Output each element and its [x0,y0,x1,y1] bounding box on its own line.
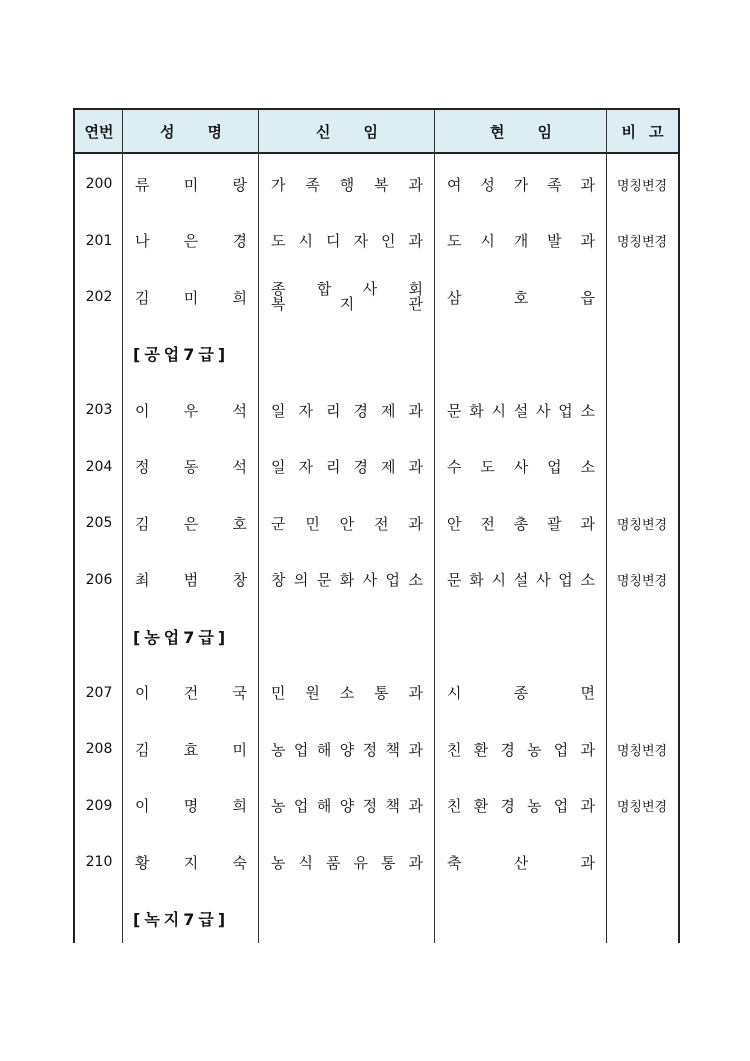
table-row [75,223,678,259]
person-name-cell [135,844,247,880]
table-row [75,449,678,485]
row-number: 208 [85,741,113,757]
person-name: 이 건 국 [135,684,247,702]
row-number: 209 [85,797,113,814]
section-label: [공업7급] [133,345,230,364]
current-post: 친 환 경 농 업 과 [447,740,595,759]
current-post-cell [447,505,595,541]
person-name-cell [135,449,247,485]
person-name-cell [135,279,247,315]
current-post-cell [447,449,595,485]
current-post-cell [447,844,595,880]
current-post: 축 산 과 [447,853,595,872]
current-post-cell [447,731,595,767]
person-name-cell [135,223,247,259]
header-note [607,110,678,152]
person-name: 황 지 숙 [135,853,247,872]
current-post: 친 환 경 농 업 과 [447,797,595,815]
person-name: 이 우 석 [135,401,247,420]
new-post: 농 업 해 양 정 책 과 [271,740,423,759]
note: 명칭변경 [616,235,668,250]
new-post-cell [271,166,423,202]
person-name: 김 미 희 [135,288,247,307]
current-post: 문 화 시 설 사 업 소 [447,571,595,589]
personnel-table [73,108,680,943]
table-row [75,562,678,598]
note [607,449,677,485]
header-name [123,110,259,152]
person-name: 나 은 경 [135,232,247,250]
current-post: 여 성 가 족 과 [447,175,595,194]
note [607,675,677,711]
current-post: 삼 호 읍 [447,288,595,307]
row-number: 207 [85,684,113,701]
note: 명칭변경 [616,743,668,759]
new-post-cell [271,279,423,315]
table-row [75,166,678,202]
current-post: 시 종 면 [447,684,595,702]
header-label: 신 임 [316,122,378,141]
current-post: 안 전 총 괄 과 [447,514,595,533]
current-post-cell [447,392,595,428]
new-post: 군 민 안 전 과 [271,514,423,533]
person-name-cell [135,788,247,824]
current-post-cell [447,675,595,711]
current-post-cell [447,223,595,259]
table-row [75,392,678,428]
note: 명칭변경 [616,517,668,533]
new-post: 일 자 리 경 제 과 [271,458,423,476]
new-post: 도 시 디 자 인 과 [271,232,423,250]
current-post: 문 화 시 설 사 업 소 [447,401,595,420]
note: 명칭변경 [616,800,668,815]
table-header [75,110,678,154]
header-label: 비 고 [621,122,664,141]
note [607,279,677,315]
new-post: 농 업 해 양 정 책 과 [271,797,423,815]
note: 명칭변경 [616,178,668,194]
new-post-cell [271,675,423,711]
new-post-cell [271,505,423,541]
person-name: 류 미 랑 [135,175,247,194]
note [607,844,677,880]
person-name-cell [135,505,247,541]
new-post: 민 원 소 통 과 [271,684,423,702]
current-post-cell [447,562,595,598]
current-post: 수 도 사 업 소 [447,458,595,476]
table-row [75,844,678,880]
current-post: 도 시 개 발 과 [447,232,595,250]
new-post-cell [271,562,423,598]
new-post-cell [271,449,423,485]
table-row [75,731,678,767]
header-new-post [259,110,435,152]
table-row [75,279,678,315]
current-post-cell [447,788,595,824]
new-post-cell [271,392,423,428]
row-number: 210 [85,854,113,870]
new-post: 농 식 품 유 통 과 [271,853,423,872]
header-no: 연번 [84,122,114,141]
table-row [75,788,678,824]
person-name-cell [135,675,247,711]
section-label: [녹지7급] [133,910,230,929]
person-name: 김 은 호 [135,514,247,533]
new-post: 창 의 문 화 사 업 소 [271,571,423,589]
person-name: 최 범 창 [135,571,247,589]
note [607,392,677,428]
section-label: [농업7급] [133,627,230,647]
table-row [75,675,678,711]
row-number: 203 [85,402,113,418]
person-name-cell [135,731,247,767]
row-number: 205 [85,515,113,531]
person-name: 정 동 석 [135,458,247,476]
header-current-post [435,110,607,152]
row-number: 206 [85,571,113,588]
person-name-cell [135,166,247,202]
new-post-cell [271,788,423,824]
header-label: 성 명 [160,122,222,141]
new-post-line: 종 합 사 회 [271,280,423,298]
row-number: 201 [85,232,113,249]
current-post-cell [447,279,595,315]
person-name: 김 효 미 [135,740,247,759]
note: 명칭변경 [616,574,668,589]
person-name-cell [135,562,247,598]
person-name-cell [135,392,247,428]
new-post-cell [271,731,423,767]
row-number: 200 [85,176,113,192]
row-number: 204 [85,458,113,475]
header-label: 현 임 [490,122,552,141]
new-post: 일 자 리 경 제 과 [271,401,423,420]
table-row [75,505,678,541]
person-name: 이 명 희 [135,797,247,815]
current-post-cell [447,166,595,202]
new-post-cell [271,844,423,880]
new-post-line: 복 지 관 [271,295,423,313]
row-number: 202 [85,289,113,305]
new-post: 가 족 행 복 과 [271,175,423,194]
new-post-cell [271,223,423,259]
